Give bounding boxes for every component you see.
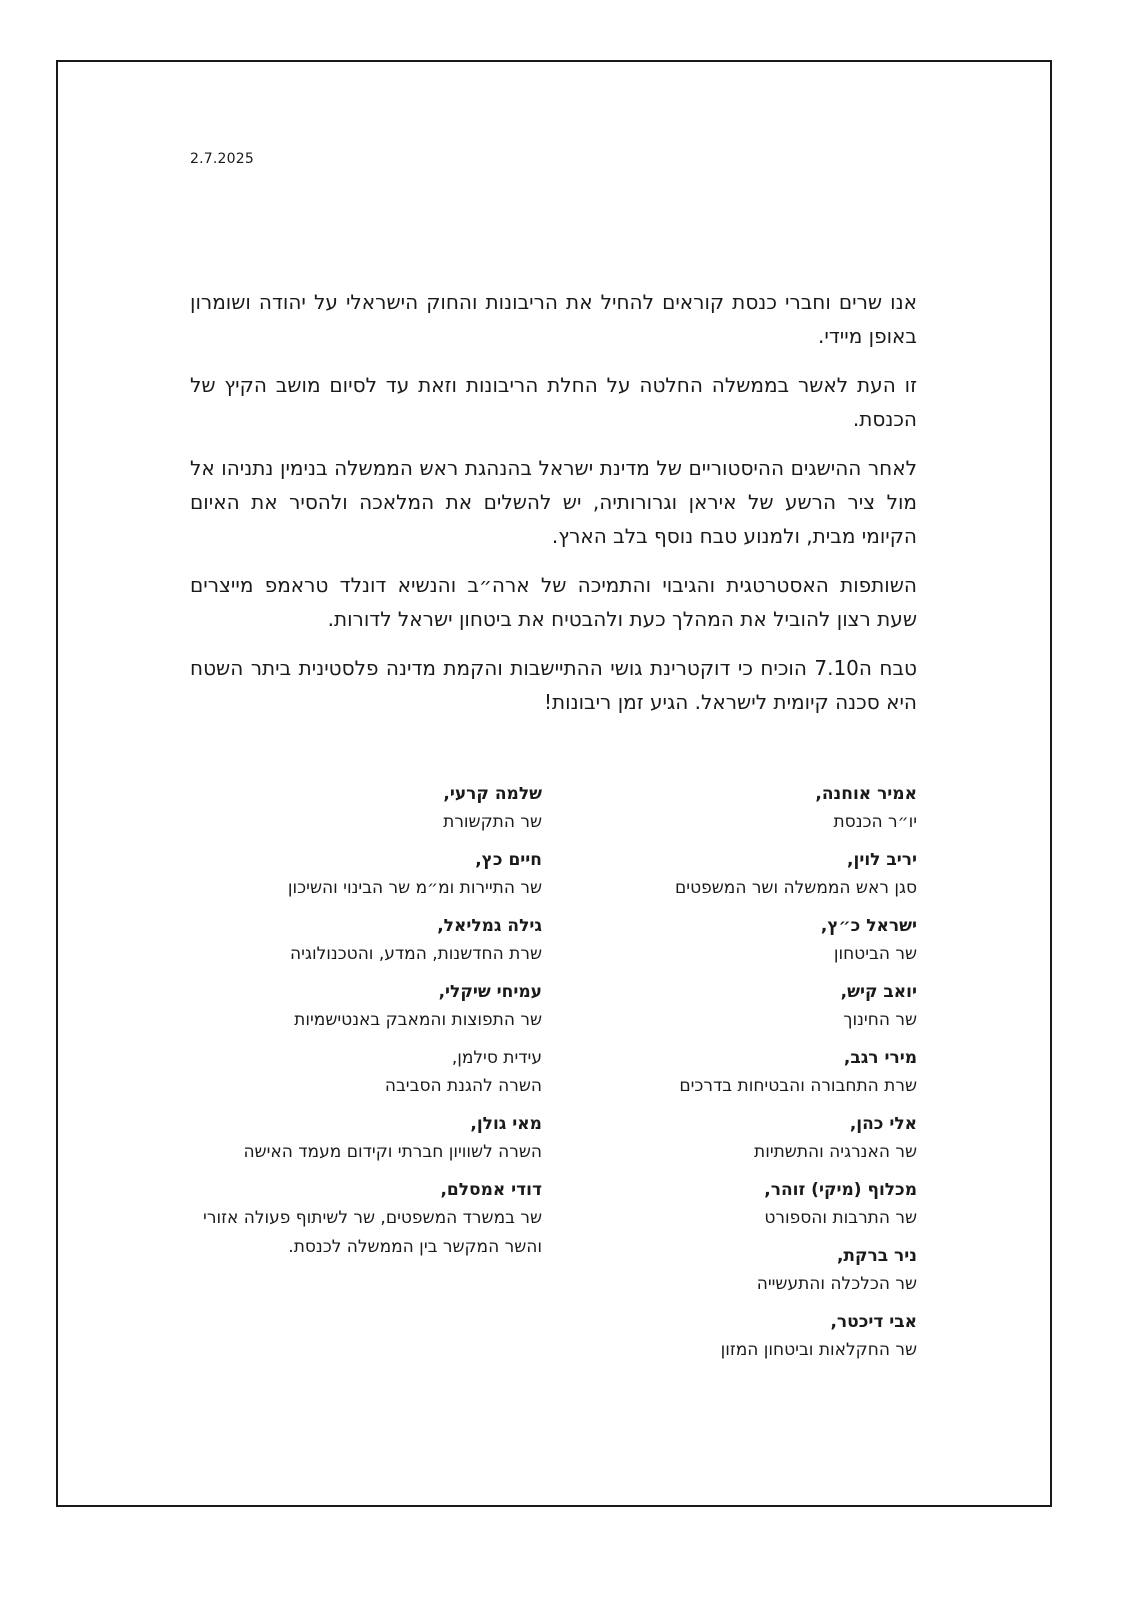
signatory-title: סגן ראש הממשלה ושר המשפטים <box>675 878 917 898</box>
signatory <box>182 846 542 903</box>
signatory-name: ניר ברקת, <box>836 1246 917 1266</box>
signatory-name: אבי דיכטר, <box>830 1312 917 1332</box>
signatory <box>597 1176 917 1233</box>
signatory-title: שר התרבות והספורט <box>764 1208 917 1228</box>
paragraph: זו העת לאשר בממשלה החלטה על החלת הריבונות וזאת עד לסיום מושב הקיץ של הכנסת. <box>190 373 917 431</box>
signatory-title: שר החינוך <box>843 1010 917 1030</box>
paragraph: לאחר ההישגים ההיסטוריים של מדינת ישראל בהנהגת ראש הממשלה בנימין נתניהו אל מול ציר הרשע של איראן וגרורותיה, יש להשלים את המלאכה ולהסיר את האיום הקיומי מבית, ולמנוע טבח נוסף בלב הארץ. <box>190 456 917 548</box>
signatory-title: שרת החדשנות, המדע, והטכנולוגיה <box>290 944 542 964</box>
signatories-left-column <box>182 780 542 1271</box>
signatory <box>182 978 542 1035</box>
signatory-name: אלי כהן, <box>849 1114 917 1134</box>
signatory-title: שר במשרד המשפטים, שר לשיתוף פעולה אזורי והשר המקשר בין הממשלה לכנסת. <box>203 1208 542 1257</box>
signatory <box>597 1242 917 1299</box>
signatory-title: יו״ר הכנסת <box>833 812 917 832</box>
signatory-title: שרת התחבורה והבטיחות בדרכים <box>679 1076 917 1096</box>
signatory-title: שר התקשורת <box>443 812 542 832</box>
signatory <box>597 780 917 837</box>
signatory <box>182 1176 542 1262</box>
signatory-name: ישראל כ״ץ, <box>820 916 917 936</box>
signatory <box>597 846 917 903</box>
signatory-name: שלמה קרעי, <box>443 784 542 804</box>
signatory-name: יריב לוין, <box>847 850 917 870</box>
signatory-title: שר הביטחון <box>833 944 917 964</box>
signatory <box>597 912 917 969</box>
signatory-title: שר החקלאות וביטחון המזון <box>720 1340 917 1360</box>
signatory <box>182 1044 542 1101</box>
signatory-name: מירי רגב, <box>843 1048 917 1068</box>
signatory <box>182 780 542 837</box>
signatory <box>597 1308 917 1365</box>
paragraph: אנו שרים וחברי כנסת קוראים להחיל את הריבונות והחוק הישראלי על יהודה ושומרון באופן מיידי. <box>190 290 917 348</box>
signatory-name: עמיחי שיקלי, <box>438 982 542 1002</box>
signatory-name: חיים כץ, <box>475 850 542 870</box>
signatory-title: שר התפוצות והמאבק באנטישמיות <box>294 1010 542 1030</box>
paragraph: טבח ה7.10 הוכיח כי דוקטרינת גושי ההתיישבות והקמת מדינה פלסטינית ביתר השטח היא סכנה קיומית לישראל. הגיע זמן ריבונות! <box>190 656 917 714</box>
paragraph: השותפות האסטרטגית והגיבוי והתמיכה של ארה״ב והנשיא דונלד טראמפ מייצרים שעת רצון להוביל את המהלך כעת ולהבטיח את ביטחון ישראל לדורות. <box>190 573 917 631</box>
signatory-name: דודי אמסלם, <box>440 1180 542 1200</box>
signatory-title: שר התיירות ומ״מ שר הבינוי והשיכון <box>287 878 542 898</box>
signatory-name: יואב קיש, <box>840 982 917 1002</box>
signatory-title: שר האנרגיה והתשתיות <box>754 1142 917 1162</box>
signatory-name: עידית סילמן, <box>451 1048 542 1068</box>
signatory <box>597 978 917 1035</box>
signatory-title: השרה לשוויון חברתי וקידום מעמד האישה <box>243 1142 542 1162</box>
document-date: 2.7.2025 <box>190 151 254 167</box>
signatory-name: אמיר אוחנה, <box>815 784 917 804</box>
signatories-right-column <box>597 780 917 1374</box>
signatory <box>597 1044 917 1101</box>
letter-body <box>190 285 917 734</box>
signatory-title: השרה להגנת הסביבה <box>384 1076 542 1096</box>
signatory <box>597 1110 917 1167</box>
signatory <box>182 912 542 969</box>
signatory-title: שר הכלכלה והתעשייה <box>756 1274 917 1294</box>
signatory-name: גילה גמליאל, <box>437 916 542 936</box>
signatory <box>182 1110 542 1167</box>
signatory-name: מכלוף (מיקי) זוהר, <box>764 1180 917 1200</box>
signatory-name: מאי גולן, <box>470 1114 542 1134</box>
